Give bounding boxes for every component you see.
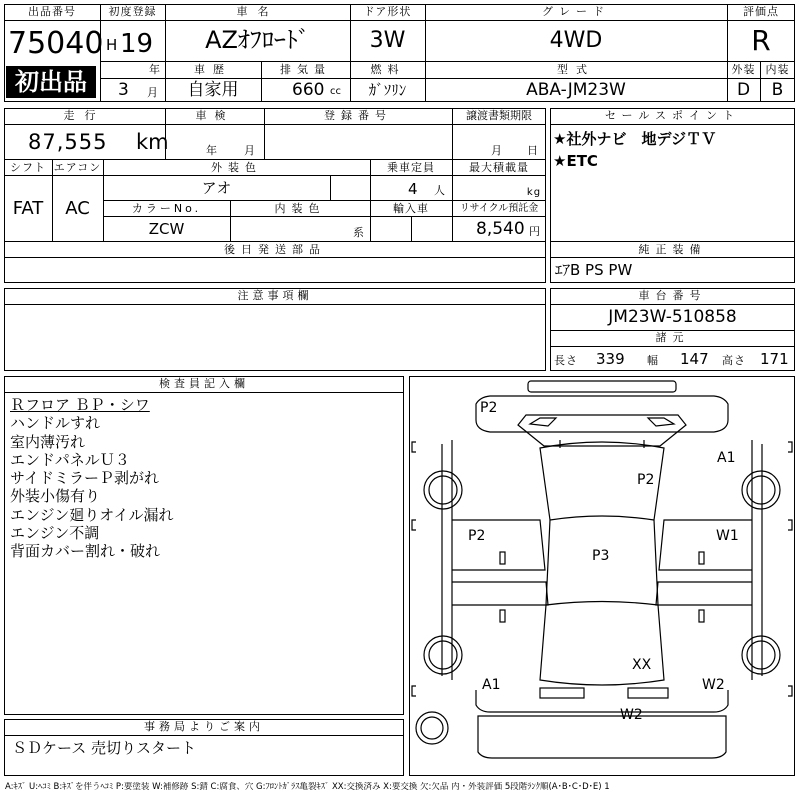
inspector-note: Ｒフロア ＢＰ・シワ [10, 396, 150, 414]
damage-mark: P2 [637, 472, 655, 488]
person-unit: 人 [434, 184, 446, 197]
inspector-note: エンドパネルＵ３ [10, 450, 130, 469]
office-notice-value: ＳＤケース 売切りスタート [12, 739, 197, 757]
car-diagram [409, 376, 795, 776]
recycle-label: リサイクル預託金 [459, 203, 539, 214]
transfer-month-unit: 月 [491, 144, 503, 157]
transfer-day-unit: 日 [527, 144, 539, 157]
color-no-label: カラーNo. [131, 202, 202, 215]
width-label: 幅 [647, 354, 659, 367]
inspection-label: 車検 [195, 109, 234, 122]
inspector-label: 検査員記入欄 [159, 377, 249, 390]
office-notice-label: 事務局よりご案内 [144, 720, 264, 733]
sales-point-1: ★社外ナビ 地デジＴＶ [553, 130, 717, 148]
transfer-doc-label: 譲渡書類期限 [466, 109, 532, 122]
later-parts-label: 後日発送部品 [224, 243, 326, 256]
interior-label: 内装 [765, 63, 790, 76]
interior-grade: B [771, 80, 784, 100]
inspector-notes [10, 396, 400, 561]
inspector-note: サイドミラーＰ剥がれ [10, 469, 159, 488]
dimensions-label: 諸元 [655, 331, 690, 344]
score-value: R [751, 24, 771, 57]
damage-mark: W2 [620, 707, 643, 723]
era: H [106, 36, 118, 54]
history-label: 車歴 [194, 63, 232, 76]
ext-color-label: 外装色 [211, 161, 262, 174]
mileage-unit: km [136, 130, 169, 154]
width-value: 147 [680, 350, 709, 368]
inspector-note: 室内薄汚れ [10, 432, 86, 451]
car-name: AZｵﾌﾛｰﾄﾞ [205, 26, 310, 54]
exterior-label: 外装 [731, 63, 756, 76]
inspection-month-unit: 月 [244, 144, 256, 157]
score-label: 評価点 [743, 5, 779, 18]
damage-mark: P2 [468, 528, 486, 544]
import-label: 輸入車 [393, 202, 429, 215]
yen-unit: 円 [529, 225, 541, 238]
first-listing-text: 初出品 [15, 68, 87, 96]
kg-unit: kg [526, 187, 542, 198]
month-unit: 月 [147, 86, 159, 99]
height-value: 171 [760, 350, 789, 368]
caution-label: 注意事項欄 [237, 289, 313, 302]
chassis-number: JM23W-510858 [608, 307, 737, 327]
car-name-label: 車名 [236, 5, 279, 18]
mileage-label: 走行 [63, 109, 106, 122]
inspector-note: エンジン不調 [10, 524, 100, 543]
ext-color-value: アオ [201, 179, 232, 197]
legend: A:ｷｽﾞ U:ﾍｺﾐ B:ｷｽﾞを伴うﾍｺﾐ P:要塗装 W:補修跡 S:錆 C:腐食、穴 G:ﾌﾛﾝﾄｶﾞﾗｽ亀裂ｷｽﾞ XX:交換済み X:要交換 欠:欠品 内・外装評価 5段階ﾗﾝｸ順(A･B･C･D･E) 1 [5, 782, 610, 792]
displacement-label: 排気量 [280, 63, 331, 76]
displacement: 660 [292, 80, 325, 100]
reg-year: 19 [120, 29, 154, 59]
model-code-label: 型式 [557, 63, 595, 76]
genuine-equipment-label: 純正装備 [638, 243, 707, 256]
recycle-value: 8,540 [476, 219, 525, 239]
inspector-note: エンジン廻りオイル漏れ [10, 505, 174, 524]
inspector-note: 背面カバー割れ・破れ [10, 542, 161, 561]
shift-label: シフト [10, 161, 46, 174]
damage-mark: P3 [592, 548, 610, 564]
height-label: 高さ [722, 354, 746, 367]
inspector-note: ハンドルすれ [10, 414, 101, 433]
year-unit: 年 [149, 63, 161, 76]
length-label: 長さ [554, 354, 578, 367]
length-value: 339 [596, 350, 625, 368]
reg-month: 3 [118, 80, 129, 100]
door-type: 3W [369, 28, 406, 53]
sales-point-2: ★ETC [553, 152, 598, 170]
inspection-year-unit: 年 [206, 144, 218, 157]
damage-mark: W2 [702, 677, 725, 693]
lot-number: 75040 [8, 26, 104, 61]
shift-value: FAT [12, 198, 44, 219]
max-load-label: 最大積載量 [469, 161, 529, 174]
damage-mark: A1 [717, 450, 736, 466]
damage-mark: W1 [716, 528, 739, 544]
grade-label: グレード [542, 5, 610, 18]
car-history: 自家用 [187, 80, 239, 100]
color-no-value: ZCW [148, 220, 185, 238]
fuel-type: ｶﾞｿﾘﾝ [368, 81, 407, 99]
sales-points-label: セールスポイント [604, 109, 740, 122]
reg-no-label: 登録番号 [324, 109, 392, 122]
capacity-value: 4 [408, 180, 418, 198]
damage-mark: P2 [480, 400, 498, 416]
int-color-suffix: 系 [353, 226, 365, 239]
int-color-label: 内装色 [274, 202, 326, 215]
inspector-note: 外装小傷有り [10, 487, 101, 506]
damage-mark: XX [632, 657, 652, 673]
exterior-grade: D [736, 80, 751, 100]
grade-value: 4WD [549, 28, 603, 53]
damage-mark: A1 [482, 677, 501, 693]
fuel-label: 燃料 [370, 63, 405, 76]
aircon-label: エアコン [53, 161, 102, 174]
displacement-unit: cc [330, 86, 341, 97]
genuine-equipment-value: ｴｱB PS PW [555, 261, 633, 279]
capacity-label: 乗車定員 [387, 161, 435, 174]
lot-no-label: 出品番号 [28, 5, 76, 18]
mileage-value: 87,555 [28, 130, 108, 154]
first-reg-label: 初度登録 [108, 5, 157, 18]
door-label: ドア形状 [363, 5, 412, 18]
chassis-label: 車台番号 [638, 289, 707, 302]
model-code: ABA-JM23W [526, 80, 626, 100]
aircon-value: AC [65, 198, 90, 219]
